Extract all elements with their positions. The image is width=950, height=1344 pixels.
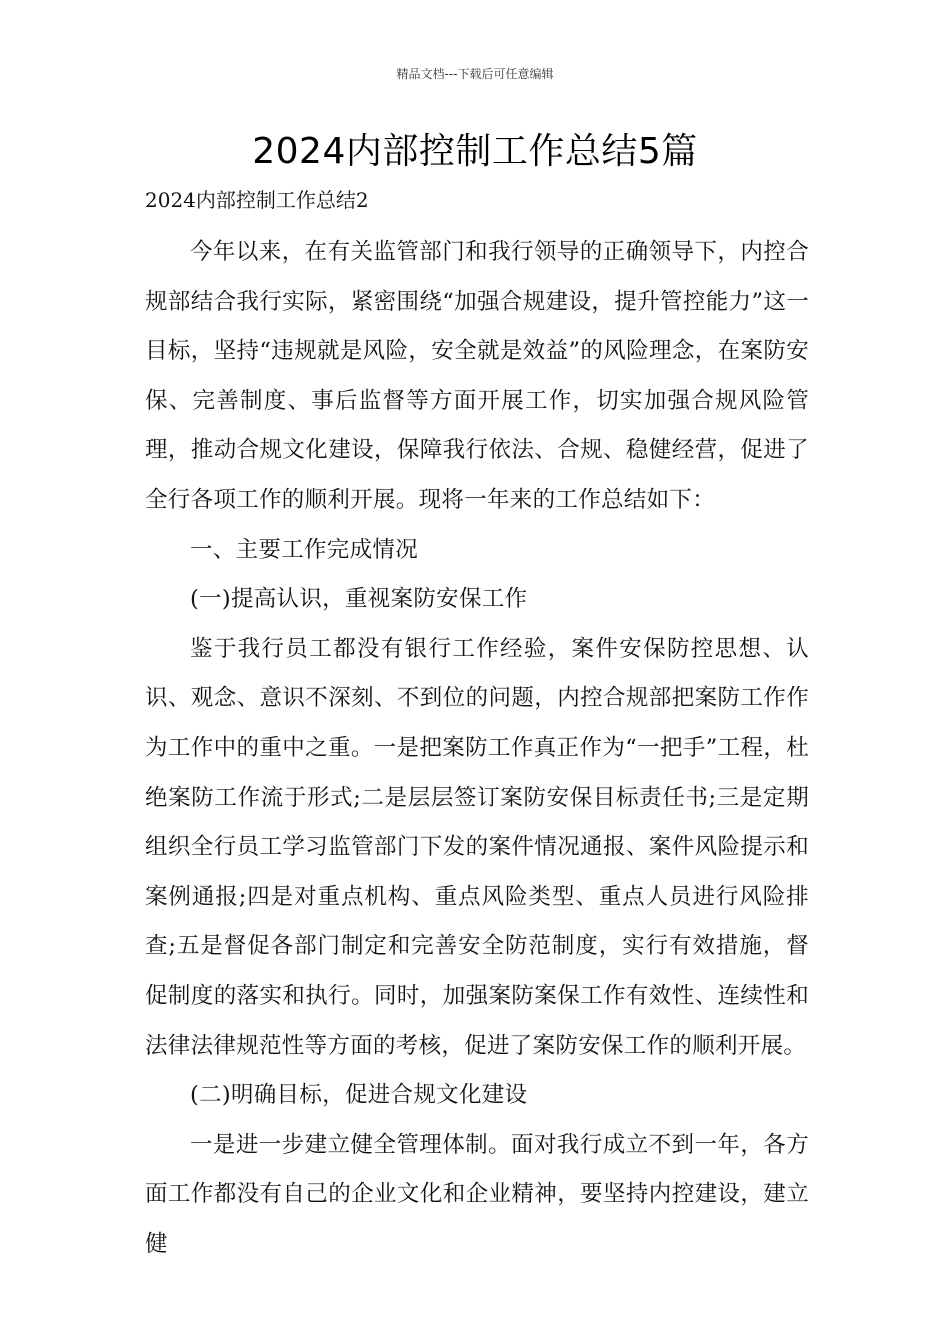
header-note: 精品文档---下载后可任意编辑 (396, 67, 554, 81)
paragraph-intro: 今年以来，在有关监管部门和我行领导的正确领导下，内控合规部结合我行实际，紧密围绕“加强合规建设，提升管控能力”这一目标，坚持“违规就是风险，安全就是效益”的风险理念，在案防安保、完善制度、事后监督等方面开展工作，切实加强合规风险管理，推动合规文化建设，保障我行依法、合规、稳健经营，促进了全行各项工作的顺利开展。现将一年来的工作总结如下： (145, 239, 809, 513)
paragraph-management-system: 一是进一步建立健全管理体制。面对我行成立不到一年，各方面工作都没有自己的企业文化和企业精神，要坚持内控建设，建立健 (145, 1131, 809, 1257)
subsection-heading-2: (二)明确目标，促进合规文化建设 (190, 1082, 528, 1109)
document-subtitle: 2024内部控制工作总结2 (145, 188, 369, 212)
document-title: 2024内部控制工作总结5篇 (252, 131, 698, 172)
document-body (145, 228, 809, 1269)
paragraph-case-prevention: 鉴于我行员工都没有银行工作经验，案件安保防控思想、认识、观念、意识不深刻、不到位的问题，内控合规部把案防工作作为工作中的重中之重。一是把案防工作真正作为“一把手”工程，杜绝案防工作流于形式;二是层层签订案防安保目标责任书;三是定期组织全行员工学习监管部门下发的案件情况通报、案件风险提示和案例通报;四是对重点机构、重点风险类型、重点人员进行风险排查;五是督促各部门制定和完善安全防范制度，实行有效措施，督促制度的落实和执行。同时，加强案防案保工作有效性、连续性和法律法律规范性等方面的考核，促进了案防安保工作的顺利开展。 (145, 635, 809, 1059)
section-heading-main-work: 一、主要工作完成情况 (190, 536, 419, 563)
subsection-heading-1: (一)提高认识，重视案防安保工作 (190, 586, 528, 613)
